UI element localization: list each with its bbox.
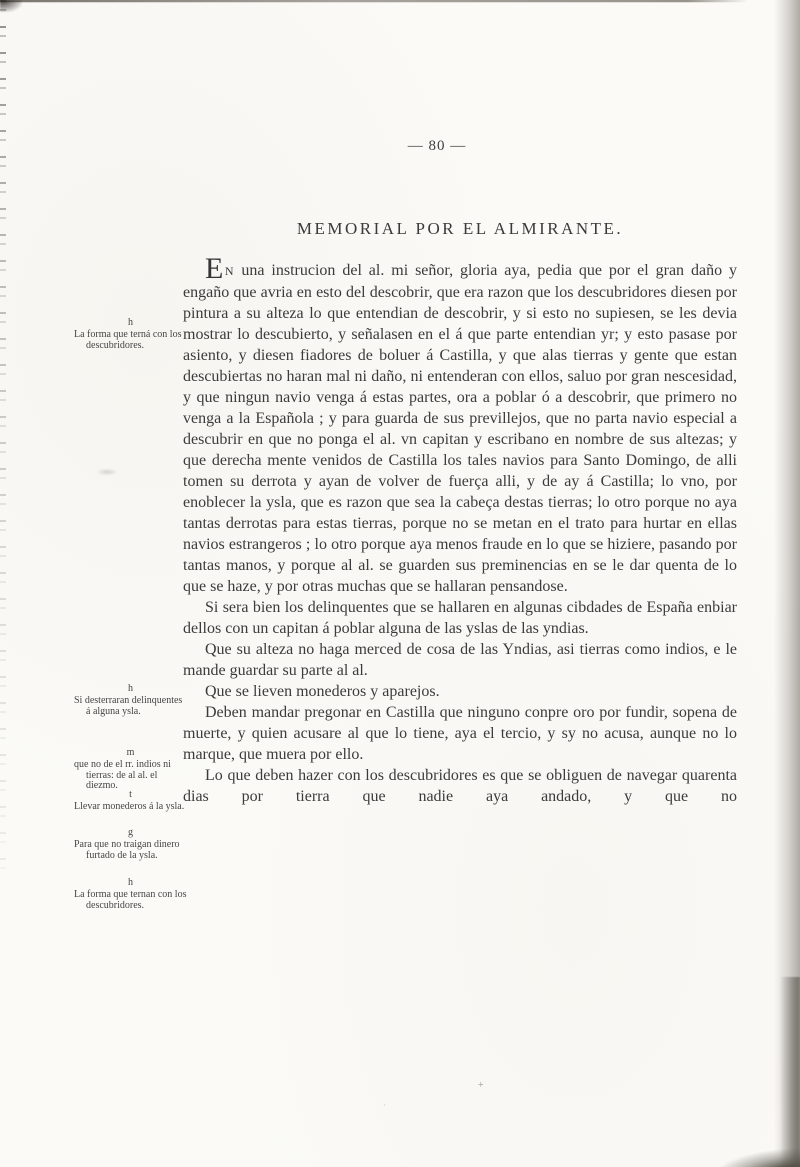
margin-note-text: La forma que ternan con los descubridores. <box>74 889 187 911</box>
margin-note-text: Si desterraran delinquentes á alguna ysla. <box>74 695 183 717</box>
margin-note-text: La forma que terná con los descubridores. <box>74 329 182 351</box>
paragraph: Lo que deben hazer con los descubridores es que se obliguen de navegar quarenta dias por tierra que nadie aya andado, y que no <box>183 767 737 805</box>
margin-note-text: Llevar monederos á la ysla. <box>74 801 185 812</box>
paragraph: EN una instrucion del al. mi señor, gloria aya, pedia que por el gran daño y engaño que avria en esto del descobrir, que era razon que los descubridores diesen por pintura a su alteza lo que entendian de descobrir, y si esto no supiesen, se les devia mostrar lo descubierto, y señalasen en el á que parte entendian yr; y esto pasase por asiento, y diesen fiadores de boluer á Castilla, y que alas tierras y gente que estan descubiertas no haran mal ni daño, ni entenderan con ellos, saluo por gran nescesidad, y que ningun navio venga á estas partes, ora a poblar ó a descobrir, que primero no venga a la Española ; y para guarda de sus previllejos, que no parta navio especial a descubrir en que no ponga el al. vn capitan y escribano en nombre de sus altezas; y que derecha mente venidos de Castilla los tales navios para Santo Domingo, de alli tomen su derrota y ayan de volver de fuerça alli, y de ay á Castilla; lo vno, por enoblecer la ysla, que es razon que sea la cabeça destas tierras; lo otro porque no aya tantas derrotas para estas tierras, porque no se metan en el trato para hurtar en ellas navios estrangeros ; lo otro porque aya menos fraude en lo que se hiziere, pasando por tantas manos, y porque al al. se guarden sus preminencias en se le dar quenta de lo que se haze, y por otras muchas que se hallaran pensandose. <box>183 252 737 595</box>
margin-notes-column <box>74 0 187 1167</box>
drop-cap-smallcap: N <box>224 264 235 278</box>
margin-note-letter: t <box>129 789 132 800</box>
margin-note <box>74 748 187 792</box>
margin-note <box>74 828 187 861</box>
scan-speck-dot: · <box>383 1101 386 1110</box>
page-title: MEMORIAL POR EL ALMIRANTE. <box>296 219 624 238</box>
margin-note <box>74 878 187 911</box>
body-text-column <box>183 252 737 807</box>
margin-note-text: Para que no traigan dinero furtado de la ysla. <box>74 839 180 861</box>
scan-speck-plus: + <box>478 1080 484 1091</box>
paragraph: Si sera bien los delinquentes que se hallaren en algunas cibdades de España enbiar dellos con un capitan á poblar alguna de las yslas de las yndias. <box>183 599 737 637</box>
margin-note <box>74 318 187 351</box>
page-number: — 80 — <box>407 138 467 154</box>
margin-note <box>74 790 187 813</box>
margin-note-letter: h <box>128 683 133 694</box>
paragraph: Que su alteza no haga merced de cosa de las Yndias, asi tierras como indios, e le mande guardar su parte al al. <box>183 641 737 679</box>
margin-note-letter: g <box>128 827 133 838</box>
margin-note-letter: h <box>128 877 133 888</box>
margin-note-letter: m <box>126 747 135 758</box>
drop-cap-initial: E <box>205 252 225 285</box>
scan-corner-shadow-bottomright <box>690 1133 800 1167</box>
paragraph: Que se lieven monederos y aparejos. <box>205 683 440 700</box>
margin-note <box>74 684 187 717</box>
margin-note-text: que no de el rr. indios ni tierras: de al al. el diezmo. <box>74 759 171 791</box>
scan-binding-edge <box>0 0 6 880</box>
scan-corner-mark-topleft <box>0 0 22 12</box>
margin-note-letter: h <box>128 317 133 328</box>
paragraph: Deben mandar pregonar en Castilla que ninguno conpre oro por fundir, sopena de muerte, y quien acusare al que lo tiene, aya el tercio, y sy no acusa, aunque no lo marque, que muera por ello. <box>183 704 737 763</box>
